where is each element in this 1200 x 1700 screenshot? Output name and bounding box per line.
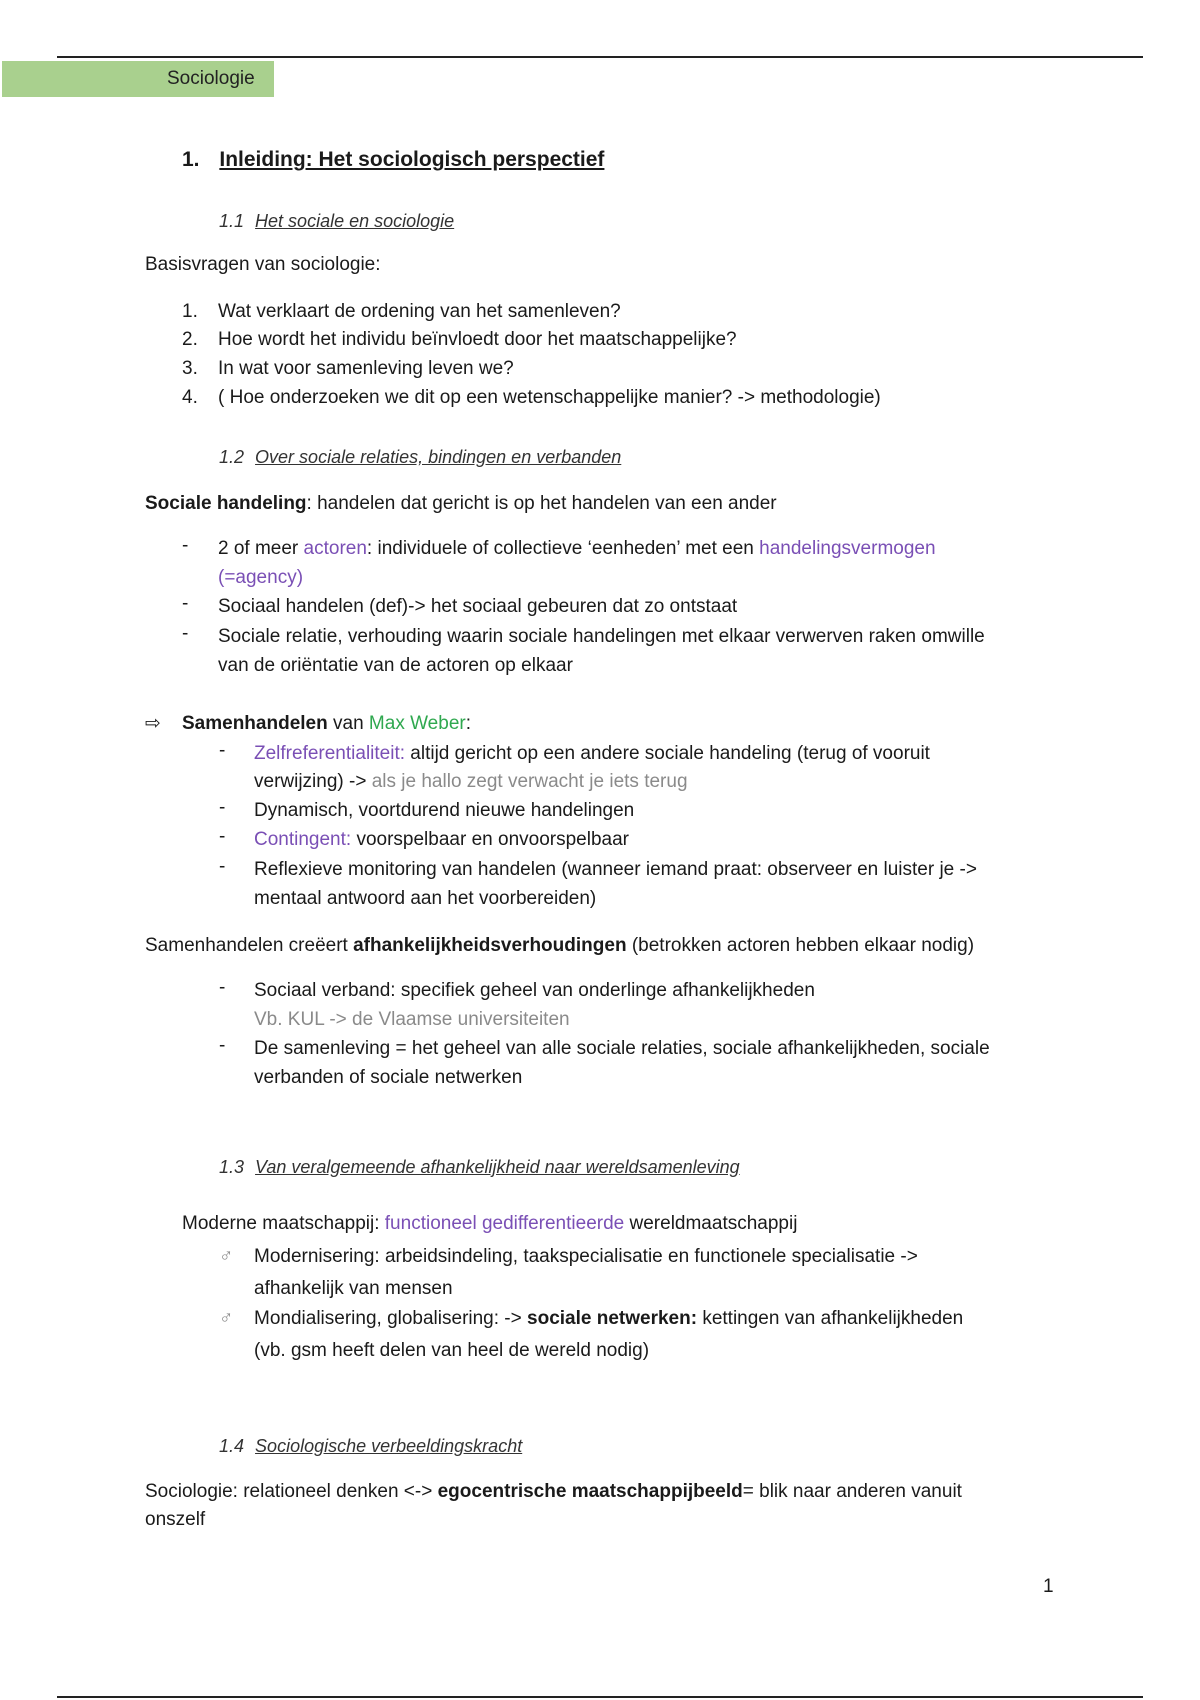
- heading-1-4: [219, 1432, 522, 1460]
- samenhandelen-heading: [182, 710, 471, 738]
- samenhandelen-van: van: [327, 713, 369, 734]
- heading-1-2-number: 1.2: [219, 447, 245, 467]
- weber-item-1-example: als je hallo zegt verwacht je iets terug: [371, 771, 688, 792]
- dash-bullet: -: [219, 797, 226, 818]
- weber-item-2: Dynamisch, voortdurend nieuwe handelingen: [254, 800, 635, 821]
- heading-1-2-title: Over sociale relaties, bindingen en verbanden: [255, 447, 622, 467]
- zelfreferentialiteit-term: Zelfreferentialiteit:: [254, 743, 406, 764]
- max-weber-name: Max Weber: [368, 713, 466, 734]
- sociale-handeling-text: : handelen dat gericht is op het handelen van een ander: [306, 493, 777, 514]
- handeling-bullet-2: Sociaal handelen (def)-> het sociaal gebeuren dat zo ontstaat: [218, 596, 738, 617]
- dash-bullet: -: [219, 740, 226, 761]
- functioneel-gedifferentieerde-term: functioneel gedifferentieerde: [384, 1213, 625, 1234]
- afhankelijkheidsverhoudingen-term: afhankelijkheidsverhoudingen: [353, 935, 627, 956]
- egocentrische-term: egocentrische maatschappijbeeld: [437, 1481, 743, 1502]
- contingent-term: Contingent:: [254, 829, 352, 850]
- samenhandelen-colon: :: [465, 713, 471, 734]
- heading-1-3-number: 1.3: [219, 1157, 245, 1177]
- afh-item-1-example: Vb. KUL -> de Vlaamse universiteiten: [254, 1009, 570, 1030]
- header-tag: [2, 61, 274, 97]
- basis-item-1-num: 1.: [182, 301, 198, 322]
- dash-bullet: -: [182, 593, 189, 614]
- bottom-rule: [57, 1696, 1143, 1698]
- dash-bullet: -: [182, 535, 189, 556]
- header-tag-label: Sociologie: [167, 68, 255, 89]
- dash-bullet: -: [219, 977, 226, 998]
- basis-item-1: Wat verklaart de ordening van het samenleven?: [218, 301, 621, 322]
- afh-post: (betrokken actoren hebben elkaar nodig): [626, 935, 975, 956]
- weber-item-1-l2a: verwijzing) ->: [254, 771, 372, 792]
- heading-1-number: 1.: [182, 148, 200, 171]
- heading-1-4-number: 1.4: [219, 1436, 245, 1456]
- heading-1-title: Inleiding: Het sociologisch perspectief: [219, 148, 605, 171]
- basis-item-3-num: 3.: [182, 358, 198, 379]
- weber-item-3: [254, 826, 629, 854]
- samenhandelen-term: Samenhandelen: [182, 713, 328, 734]
- sociale-handeling-def: [145, 490, 777, 518]
- weber-item-4-line-1: Reflexieve monitoring van handelen (wanneer iemand praat: observeer en luister je ->: [254, 859, 977, 880]
- modern-item-2-pre: Mondialisering, globalisering: ->: [254, 1308, 528, 1329]
- basis-item-2-num: 2.: [182, 329, 198, 350]
- handeling-bullet-1-c: : individuele of collectieve ‘eenheden’ met een: [366, 538, 760, 559]
- basis-intro: Basisvragen van sociologie:: [145, 254, 381, 275]
- basis-item-4-num: 4.: [182, 387, 198, 408]
- heading-1-3-title: Van veralgemeende afhankelijkheid naar wereldsamenleving: [255, 1157, 740, 1177]
- sociologie-line-1: [145, 1478, 962, 1506]
- handeling-bullet-1: [218, 535, 936, 563]
- handeling-bullet-3-line-1: Sociale relatie, verhouding waarin sociale handelingen met elkaar verwerven raken omwille: [218, 626, 985, 647]
- weber-item-1-line-1: [254, 740, 930, 768]
- basis-item-2: Hoe wordt het individu beïnvloedt door het maatschappelijke?: [218, 329, 737, 350]
- weber-item-1-line-2: [254, 768, 688, 796]
- male-symbol-icon: ♂: [219, 1246, 234, 1267]
- socio-post: = blik naar anderen vanuit: [742, 1481, 962, 1502]
- heading-1-2: [219, 443, 621, 471]
- afhankelijkheid-intro: [145, 932, 974, 960]
- modern-item-1-line-2: afhankelijk van mensen: [254, 1278, 453, 1299]
- weber-item-4-line-2: mentaal antwoord aan het voorbereiden): [254, 888, 597, 909]
- socio-pre: Sociologie: relationeel denken <->: [145, 1481, 438, 1502]
- moderne-maatschappij: [182, 1210, 797, 1238]
- modern-item-2-line-2: (vb. gsm heeft delen van heel de wereld nodig): [254, 1340, 650, 1361]
- afh-item-2-line-1: De samenleving = het geheel van alle sociale relaties, sociale afhankelijkheden, sociale: [254, 1038, 990, 1059]
- arrow-icon: ⇨: [145, 713, 161, 734]
- heading-1-1-number: 1.1: [219, 211, 245, 231]
- afh-pre: Samenhandelen creëert: [145, 935, 354, 956]
- heading-1: [182, 146, 604, 174]
- modern-post: wereldmaatschappij: [624, 1213, 798, 1234]
- dash-bullet: -: [182, 623, 189, 644]
- dash-bullet: -: [219, 856, 226, 877]
- sociologie-line-2: onszelf: [145, 1509, 206, 1530]
- modern-item-2-line-1: [254, 1305, 963, 1333]
- dash-bullet: -: [219, 1035, 226, 1056]
- afh-item-2-line-2: verbanden of sociale netwerken: [254, 1067, 523, 1088]
- modern-pre: Moderne maatschappij:: [182, 1213, 385, 1234]
- modern-item-1-line-1: Modernisering: arbeidsindeling, taakspecialisatie en functionele specialisatie ->: [254, 1246, 918, 1267]
- page-number: 1: [1043, 1576, 1054, 1597]
- basis-item-4: ( Hoe onderzoeken we dit op een wetenschappelijke manier? -> methodologie): [218, 387, 881, 408]
- heading-1-4-title: Sociologische verbeeldingskracht: [255, 1436, 523, 1456]
- agency-term: (=agency): [218, 567, 304, 588]
- top-rule: [57, 56, 1143, 58]
- dash-bullet: -: [219, 826, 226, 847]
- sociale-handeling-term: Sociale handeling: [145, 493, 307, 514]
- handeling-bullet-3-line-2: van de oriëntatie van de actoren op elkaar: [218, 655, 573, 676]
- modern-item-2-post: kettingen van afhankelijkheden: [697, 1308, 964, 1329]
- heading-1-3: [219, 1153, 740, 1181]
- sociale-netwerken-term: sociale netwerken:: [527, 1308, 698, 1329]
- afh-item-1: Sociaal verband: specifiek geheel van onderlinge afhankelijkheden: [254, 980, 815, 1001]
- weber-item-1-text: altijd gericht op een andere sociale handeling (terug of vooruit: [405, 743, 930, 764]
- actoren-term: actoren: [303, 538, 367, 559]
- male-symbol-icon: ♂: [219, 1308, 234, 1329]
- handeling-bullet-1-a: 2 of meer: [218, 538, 304, 559]
- weber-item-3-text: voorspelbaar en onvoorspelbaar: [351, 829, 629, 850]
- heading-1-1: [219, 207, 454, 235]
- heading-1-1-title: Het sociale en sociologie: [255, 211, 455, 231]
- handelingsvermogen-term: handelingsvermogen: [759, 538, 936, 559]
- basis-item-3: In wat voor samenleving leven we?: [218, 358, 514, 379]
